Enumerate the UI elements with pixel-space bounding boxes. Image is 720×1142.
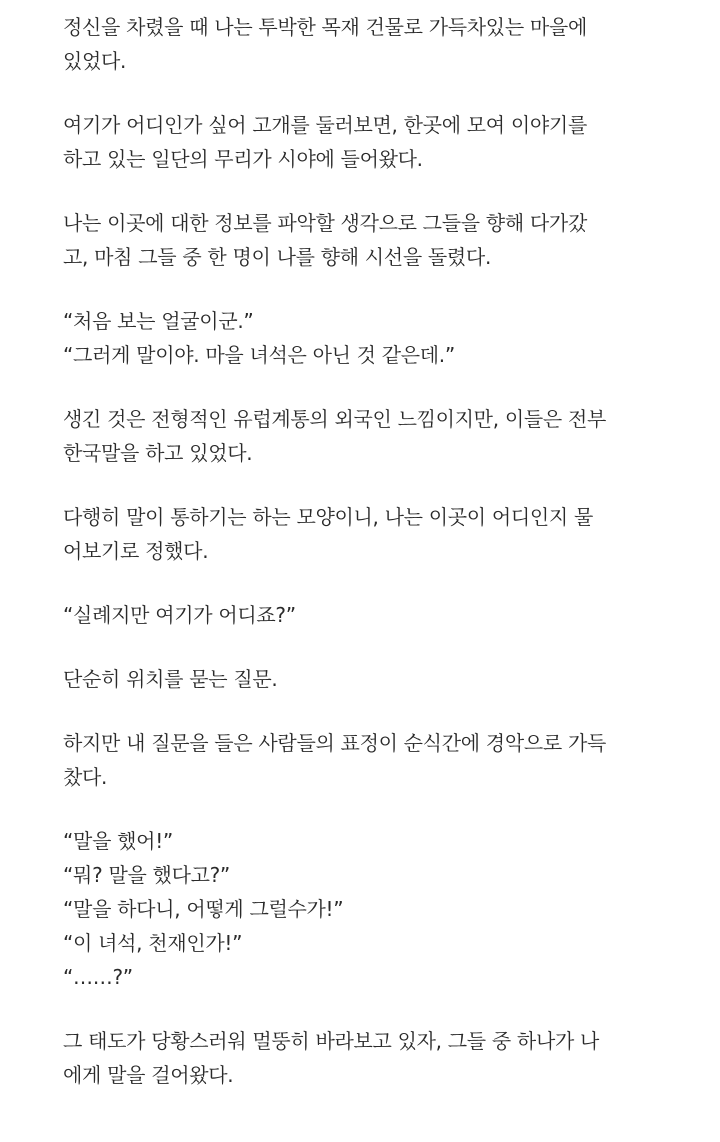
dialogue-line: “뭐? 말을 했다고?” xyxy=(63,863,230,887)
text-line: 고, 마침 그들 중 한 명이 나를 향해 시선을 돌렸다. xyxy=(63,245,492,269)
paragraph xyxy=(63,726,663,794)
paragraph xyxy=(63,500,663,568)
text-line: 다행히 말이 통하기는 하는 모양이니, 나는 이곳이 어디인지 물 xyxy=(63,505,594,529)
paragraph xyxy=(63,402,663,470)
dialogue-line: “이 녀석, 천재인가!” xyxy=(63,931,243,955)
dialogue-block xyxy=(63,304,663,372)
dialogue-line: “실례지만 여기가 어디죠?” xyxy=(63,603,296,627)
dialogue-block xyxy=(63,598,663,632)
text-line: 어보기로 정했다. xyxy=(63,539,209,563)
dialogue-line: “그러게 말이야. 마을 녀석은 아닌 것 같은데.” xyxy=(63,343,455,367)
text-line: 나는 이곳에 대한 정보를 파악할 생각으로 그들을 향해 다가갔 xyxy=(63,211,587,235)
dialogue-line: “말을 하다니, 어떻게 그럴수가!” xyxy=(63,897,344,921)
text-line: 찼다. xyxy=(63,765,108,789)
dialogue-line: “처음 보는 얼굴이군.” xyxy=(63,309,254,333)
dialogue-line: “말을 했어!” xyxy=(63,829,173,853)
paragraph xyxy=(63,10,663,78)
paragraph xyxy=(63,1024,663,1092)
text-line: 생긴 것은 전형적인 유럽계통의 외국인 느낌이지만, 이들은 전부 xyxy=(63,407,606,431)
text-line: 에게 말을 걸어왔다. xyxy=(63,1063,234,1087)
article-body xyxy=(63,10,663,1122)
text-line: 정신을 차렸을 때 나는 투박한 목재 건물로 가득차있는 마을에 xyxy=(63,15,587,39)
dialogue-block xyxy=(63,824,663,994)
text-line: 하고 있는 일단의 무리가 시야에 들어왔다. xyxy=(63,147,423,171)
text-line: 있었다. xyxy=(63,49,127,73)
text-line: 하지만 내 질문을 들은 사람들의 표정이 순식간에 경악으로 가득 xyxy=(63,731,606,755)
paragraph xyxy=(63,108,663,176)
text-line: 그 태도가 당황스러워 멀뚱히 바라보고 있자, 그들 중 하나가 나 xyxy=(63,1029,600,1053)
paragraph xyxy=(63,662,663,696)
dialogue-line: “……?” xyxy=(63,965,133,989)
text-line: 한국말을 하고 있었다. xyxy=(63,441,253,465)
paragraph xyxy=(63,206,663,274)
text-line: 여기가 어디인가 싶어 고개를 둘러보면, 한곳에 모여 이야기를 xyxy=(63,113,587,137)
text-line: 단순히 위치를 묻는 질문. xyxy=(63,667,278,691)
